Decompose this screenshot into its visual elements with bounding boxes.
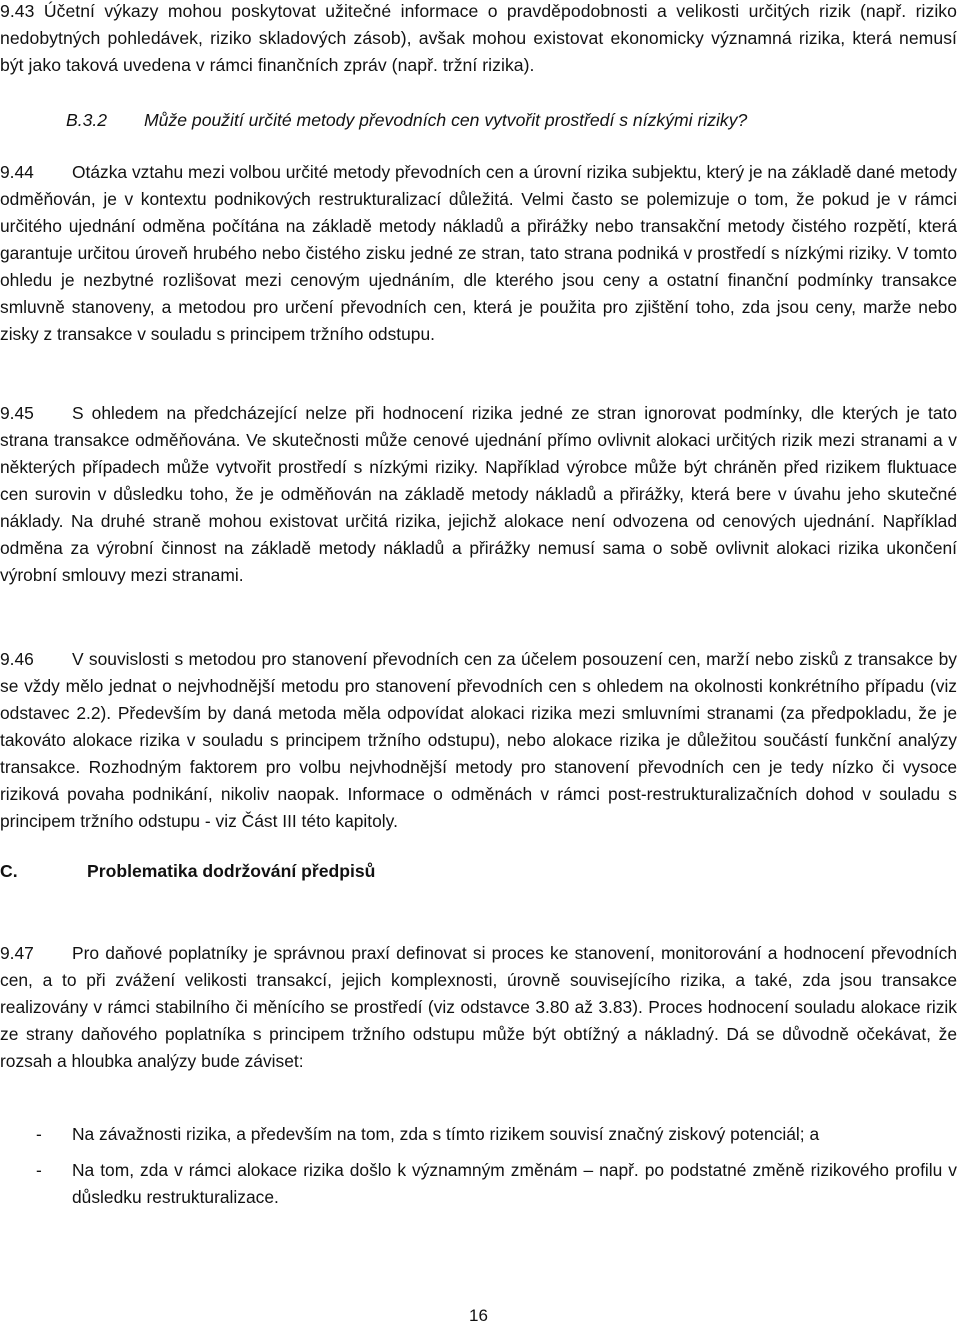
paragraph-9-46 bbox=[0, 646, 957, 835]
paragraph-text: Pro daňové poplatníky je správnou praxí definovat si proces ke stanovení, monitorování a hodnocení převodních cen, a to při zvážení velikosti transakcí, jejich komplexnosti, úrovně souvisejícího rizika, a také, zda jsou transakce realizovány v rámci stabilního či měnícího se prostředí (viz odstavce 3.80 až 3.83). Proces hodnocení souladu alokace rizik ze strany daňového poplatníka s principem tržního odstupu může být obtížný a nákladný. Dá se důvodně očekávat, že rozsah a hloubka analýzy bude záviset: bbox=[0, 943, 957, 1071]
section-number: C. bbox=[0, 861, 18, 881]
list-item-text: Na závažnosti rizika, a především na tom, zda s tímto rizikem souvisí značný ziskový potenciál; a bbox=[72, 1124, 820, 1144]
paragraph-text: V souvislosti s metodou pro stanovení převodních cen za účelem posouzení cen, marží nebo zisků z transakce by se vždy mělo jednat o nejvhodnější metodu pro stanovení převodních cen s ohledem na okolnosti konkrétního případu (viz odstavec 2.2). Především by daná metoda měla odpovídat alokaci rizika mezi smluvními stranami (za předpokladu, že je takováto alokace rizika v souladu s principem tržního odstupu), nebo alokace rizika je důležitou součástí funkční analýzy transakce. Rozhodným faktorem pro volbu nejvhodnější metody pro stanovení převodních cen je tedy nízko či vysoce riziková povaha podnikání, nikoliv naopak. Informace o odměnách v rámci post-restrukturalizačních dohod v souladu s principem tržního odstupu - viz Část III této kapitoly. bbox=[0, 649, 957, 831]
page-number: 16 bbox=[469, 1306, 488, 1325]
paragraph-text: 9.43 Účetní výkazy mohou poskytovat užitečné informace o pravděpodobnosti a velikosti určitých rizik (např. riziko nedobytných pohledávek, riziko skladových zásob), avšak mohou existovat ekonomicky významná rizika, která nemusí být jako taková uvedena v rámci finančních zpráv (např. tržní rizika). bbox=[0, 1, 957, 75]
paragraph-9-44 bbox=[0, 159, 957, 348]
section-heading-c bbox=[0, 857, 375, 885]
paragraph-9-45 bbox=[0, 400, 957, 589]
paragraph-9-43 bbox=[0, 0, 957, 79]
paragraph-number: 9.44 bbox=[0, 162, 34, 182]
list-item bbox=[0, 1121, 957, 1148]
paragraph-number: 9.45 bbox=[0, 403, 34, 423]
list-item bbox=[0, 1157, 957, 1211]
paragraph-number: 9.47 bbox=[0, 943, 34, 963]
section-title: Problematika dodržování předpisů bbox=[87, 861, 376, 881]
subsection-heading-b-3-2 bbox=[66, 107, 747, 133]
paragraph-text: Otázka vztahu mezi volbou určité metody převodních cen a úrovní rizika subjektu, který je na základě dané metody odměňován, je v kontextu podnikových restrukturalizací důležitá. Velmi často se polemizuje o tom, že pokud je v rámci určitého ujednání odměna počítána na základě metody nákladů a přirážky nebo transakční metody čistého rozpětí, která garantuje určitou úroveň hrubého nebo čistého zisku jedné ze stran, tato strana podniká v prostředí s nízkými riziky. V tomto ohledu je nezbytné rozlišovat mezi cenovým ujednáním, dle kterého jsou ceny a ostatní finanční podmínky transakce smluvně stanoveny, a metodou pro určení převodních cen, která je použita pro zjištění toho, zda jsou ceny, marže nebo zisky z transakce v souladu s principem tržního odstupu. bbox=[0, 162, 957, 344]
bullet-dash: - bbox=[36, 1124, 42, 1144]
subsection-number: B.3.2 bbox=[66, 110, 108, 130]
list-item-text: Na tom, zda v rámci alokace rizika došlo k významným změnám – např. po podstatné změně rizikového profilu v důsledku restrukturalizace. bbox=[72, 1160, 957, 1207]
bullet-dash: - bbox=[36, 1160, 42, 1180]
subsection-title: Může použití určité metody převodních cen vytvořit prostředí s nízkými riziky? bbox=[144, 110, 748, 130]
paragraph-text: S ohledem na předcházející nelze při hodnocení rizika jedné ze stran ignorovat podmínky, dle kterých je tato strana transakce odměňována. Ve skutečnosti může cenové ujednání přímo ovlivnit alokaci určitých rizik mezi stranami a v některých případech může vytvořit prostředí s nízkými riziky. Například výrobce může být chráněn před rizikem fluktuace cen surovin v důsledku toho, že je odměňován na základě metody nákladů a přirážky, která bere v úvahu jeho skutečné náklady. Na druhé straně mohou existovat určitá rizika, jejichž alokace není odvozena od cenových ujednání. Například odměna za výrobní činnost na základě metody nákladů a přirážky nemusí sama o sobě ovlivnit alokaci rizika ukončení výrobní smlouvy mezi stranami. bbox=[0, 403, 957, 585]
paragraph-9-47 bbox=[0, 940, 957, 1075]
paragraph-number: 9.46 bbox=[0, 649, 34, 669]
